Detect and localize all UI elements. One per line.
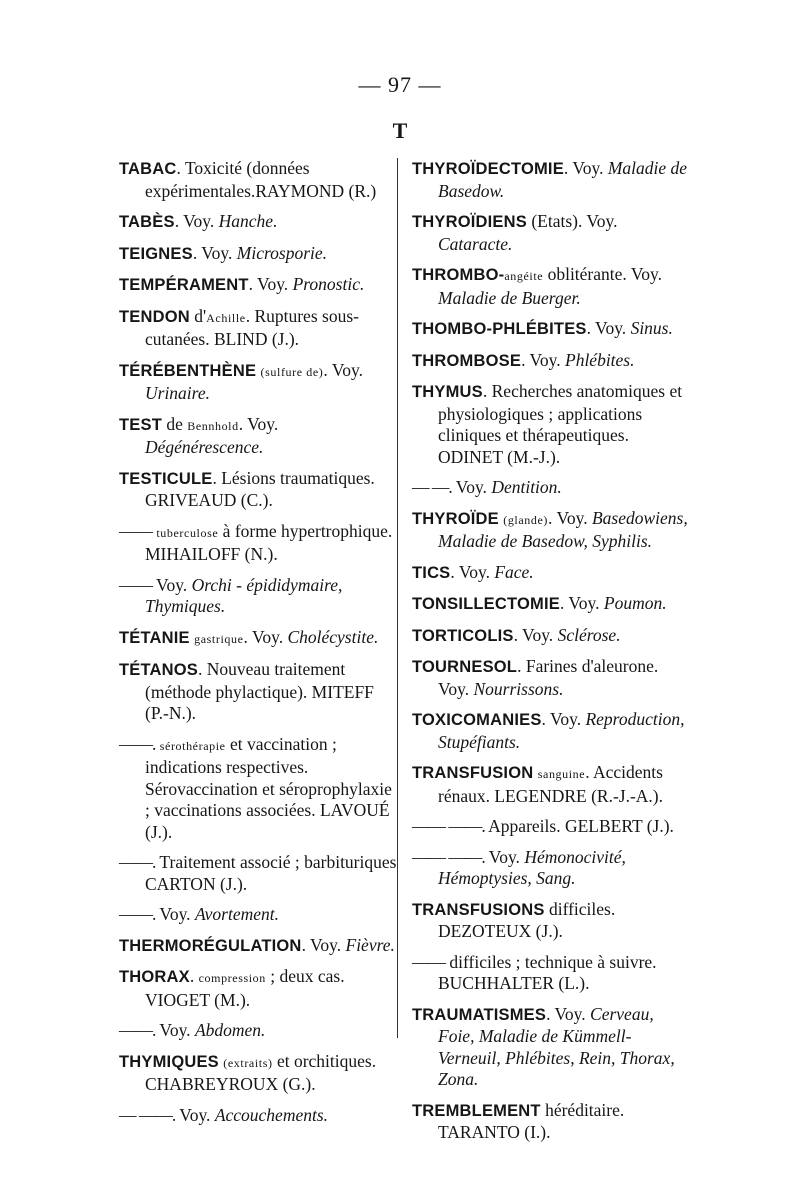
- entry-tendon: [119, 306, 397, 351]
- entry-testicule: [119, 468, 397, 512]
- entry-reference: Sinus.: [630, 318, 673, 338]
- entry-tetanos-voy: [119, 904, 397, 926]
- entry-reference: Maladie de Basedow.: [438, 158, 688, 201]
- entry-text: difficiles. DEZOTEUX (J.).: [438, 898, 616, 941]
- repeat-dash: —— ——.: [412, 816, 485, 836]
- entry-text: . Accidents rénaux. LEGENDRE (R.-J.-A.).: [438, 762, 664, 806]
- entry-reference: Fièvre.: [345, 934, 395, 955]
- entry-thombo-phlebites: [412, 318, 690, 341]
- entry-tetanos-traitement: [119, 852, 397, 895]
- entry-reference: Dégénérescence.: [145, 437, 264, 457]
- repeat-dash: —— ——.: [412, 846, 485, 867]
- entry-text: . Voy.: [243, 626, 288, 647]
- entry-smallcaps: (sulfure de): [260, 364, 324, 379]
- entry-tetanos-serotherapie: [119, 734, 397, 844]
- entry-reference: Hanche.: [218, 211, 278, 231]
- entry-reference: Face.: [494, 561, 534, 582]
- entry-text: Voy.: [155, 1020, 195, 1040]
- entry-keyword: THYMIQUES: [119, 1052, 219, 1071]
- entry-text: . Voy.: [546, 1003, 591, 1024]
- entry-tics: [412, 562, 690, 585]
- entry-text: . Voy.: [559, 593, 604, 613]
- repeat-dash: ——: [119, 574, 152, 595]
- entry-text: Voy.: [152, 574, 192, 595]
- entry-keyword: TONSILLECTOMIE: [412, 595, 560, 613]
- entry-tetanie: [119, 627, 397, 651]
- entry-thrombo-angeite: [412, 264, 690, 309]
- entry-text: . Voy.: [541, 709, 586, 729]
- page-number: — 97 —: [358, 72, 442, 97]
- entry-keyword: TORTICOLIS: [412, 626, 514, 645]
- entry-text: . Voy.: [450, 561, 495, 582]
- entry-keyword: TEMPÉRAMENT: [119, 276, 249, 294]
- repeat-dash: ——: [119, 520, 152, 541]
- entry-keyword: THYMUS: [412, 383, 483, 401]
- entry-text: Traitement associé ; barbituriques CARTON (J.).: [145, 852, 397, 894]
- entry-smallcaps: gastrique: [194, 631, 244, 646]
- entry-transfusions-technique: [412, 952, 690, 995]
- entry-keyword: TABÈS: [119, 213, 175, 231]
- entry-reference: Hémonocivité, Hémoptysies, Sang.: [438, 846, 626, 888]
- entry-text: . Voy.: [301, 934, 346, 955]
- entry-text: . Nouveau traitement (méthode phylactique). MITEFF (P.-N.).: [145, 659, 374, 723]
- repeat-dash: ——.: [119, 733, 156, 754]
- entry-transfusion-appareils: [412, 816, 690, 838]
- entry-keyword: TREMBLEMENT: [412, 1101, 541, 1120]
- entry-smallcaps: sérothérapie: [159, 738, 226, 753]
- entry-smallcaps: Bennhold: [187, 418, 239, 433]
- entry-reference: Reproduction, Stupéfiants.: [438, 709, 685, 752]
- entry-text: . Voy.: [521, 349, 565, 370]
- entry-tabac: [119, 158, 397, 202]
- entry-smallcaps: sanguine: [537, 767, 586, 781]
- entry-keyword: TENDON: [119, 307, 190, 326]
- entry-reference: Cataracte.: [438, 233, 513, 254]
- entry-keyword: TÉTANOS: [119, 661, 199, 679]
- entry-text: . Voy.: [548, 507, 592, 528]
- column-divider: [397, 158, 398, 1038]
- entry-text: . Lésions traumatiques. GRIVEAUD (C.).: [145, 467, 375, 510]
- entry-keyword: TABAC: [119, 160, 177, 178]
- entry-thorax: [119, 966, 397, 1011]
- entry-author: RAYMOND (R.): [255, 180, 377, 201]
- entry-keyword: THYROÏDIENS: [412, 213, 527, 231]
- entry-keyword: TICS: [412, 563, 451, 582]
- entry-reference: Cerveau, Foie, Maladie de Kümmell-Verneuil, Phlébites, Rein, Thorax, Zona.: [438, 1003, 675, 1089]
- entry-text: . Voy.: [238, 413, 279, 434]
- entry-keyword: TRANSFUSION: [412, 764, 534, 782]
- entry-tournesol: [412, 656, 690, 700]
- repeat-dash: ——: [412, 951, 445, 972]
- entry-text: Voy.: [451, 477, 492, 497]
- entry-reference: Basedowiens, Maladie de Basedow, Syphilis.: [438, 507, 688, 551]
- entry-reference: Microsporie.: [236, 242, 328, 263]
- entry-smallcaps: compression: [198, 971, 266, 985]
- entry-keyword: TOURNESOL: [412, 658, 518, 676]
- entry-keyword: THOMBO-PHLÉBITES: [412, 320, 587, 338]
- entry-tetanos: [119, 659, 397, 725]
- entry-text: héréditaire. TARANTO (I.).: [438, 1099, 625, 1142]
- entry-text: . Voy.: [513, 624, 558, 645]
- entry-text: .: [189, 966, 199, 986]
- entry-text: de: [161, 413, 188, 434]
- entry-keyword: TESTICULE: [119, 469, 213, 488]
- entry-toxicomanies: [412, 709, 690, 753]
- right-column: [412, 158, 690, 1153]
- entry-reference: Sclérose.: [557, 624, 621, 645]
- repeat-dash: — —.: [412, 477, 452, 497]
- entry-thymiques-voy: [119, 1105, 397, 1127]
- entry-tonsillectomie: [412, 593, 690, 616]
- entry-smallcaps: angéite: [504, 269, 544, 283]
- entry-test: [119, 414, 397, 459]
- repeat-dash: ——.: [119, 904, 156, 924]
- entry-reference: Cholécystite.: [287, 626, 379, 647]
- entry-text: difficiles ; technique à suivre. BUCHHALTER (L.).: [438, 951, 657, 993]
- entry-keyword: TÉRÉBENTHÈNE: [119, 361, 257, 380]
- entry-text: . Toxicité (données expérimentales.: [145, 158, 310, 201]
- entry-text: . Voy.: [174, 211, 219, 231]
- entry-text: Voy.: [155, 904, 195, 924]
- entry-thyroidectomie: [412, 158, 690, 202]
- entry-text: . Ruptures sous-cutanées. BLIND (J.).: [145, 305, 359, 349]
- entry-text: . Voy.: [248, 274, 293, 294]
- entry-reference: Pronostic.: [292, 274, 365, 294]
- entry-text: . Voy.: [586, 318, 631, 338]
- entry-keyword: THERMORÉGULATION: [119, 936, 302, 955]
- repeat-dash: ——.: [119, 852, 156, 872]
- entry-traumatismes: [412, 1004, 690, 1091]
- entry-smallcaps: tuberculose: [156, 525, 219, 540]
- repeat-dash: — ——.: [119, 1104, 176, 1125]
- entry-text: . Voy.: [323, 359, 363, 380]
- left-column: [119, 158, 397, 1135]
- entry-terebenthene: [119, 360, 397, 405]
- entry-thyroide: [412, 508, 690, 553]
- entry-keyword: THROMBOSE: [412, 351, 522, 370]
- entry-thymiques: [119, 1051, 397, 1096]
- entry-reference: Nourrissons.: [473, 678, 564, 699]
- entry-text: . Recherches anatomiques et physiologiques ; applications cliniques et thérapeutiques. ODINET (M.-J.).: [438, 381, 683, 467]
- entry-thermoregulation: [119, 935, 397, 958]
- entry-tabes: [119, 211, 397, 234]
- entry-smallcaps: (glande): [503, 512, 549, 527]
- entry-transfusion: [412, 762, 690, 807]
- entry-keyword: THYROÏDECTOMIE: [412, 160, 564, 178]
- entry-text: (Etats). Voy.: [526, 211, 618, 231]
- entry-keyword: TEIGNES: [119, 244, 193, 263]
- entry-temperament: [119, 274, 397, 297]
- entry-smallcaps: Achille: [206, 310, 246, 325]
- entry-text: Voy.: [484, 846, 525, 867]
- entry-text: à forme hypertrophique. MIHAILOFF (N.).: [145, 520, 393, 564]
- entry-text: . Voy.: [192, 242, 237, 263]
- entry-reference: Dentition.: [491, 477, 562, 497]
- entry-text: d': [189, 305, 207, 326]
- entry-smallcaps: (extraits): [223, 1055, 273, 1070]
- entry-transfusions: [412, 899, 690, 943]
- section-letter: T: [392, 118, 408, 143]
- entry-keyword: TÉTANIE: [119, 628, 190, 647]
- entry-keyword: TOXICOMANIES: [412, 711, 542, 729]
- entry-text: ; deux cas. VIOGET (M.).: [145, 966, 345, 1010]
- entry-text: et orchitiques. CHABREYROUX (G.).: [145, 1050, 377, 1094]
- entry-reference: Poumon.: [603, 593, 667, 613]
- entry-keyword: THROMBO-: [412, 266, 505, 284]
- entry-text: Voy.: [175, 1104, 215, 1125]
- entry-testicule-tuberculose: [119, 521, 397, 566]
- entry-keyword: THYROÏDE: [412, 509, 499, 528]
- entry-reference: Avortement.: [194, 904, 280, 924]
- entry-transfusion-voy: [412, 847, 690, 890]
- entry-teignes: [119, 243, 397, 266]
- entry-keyword: TEST: [119, 415, 162, 434]
- entry-thymus: [412, 381, 690, 468]
- repeat-dash: ——.: [119, 1020, 156, 1040]
- entry-testicule-voy: [119, 575, 397, 618]
- entry-keyword: TRAUMATISMES: [412, 1005, 547, 1024]
- entry-text: . Farines d'aleurone. Voy.: [438, 656, 659, 699]
- entry-keyword: THORAX: [119, 968, 190, 986]
- entry-reference: Orchi - épididymaire, Thymiques.: [145, 574, 343, 616]
- entry-reference: Urinaire.: [145, 383, 210, 403]
- entry-text: et vaccination ; indications respectives. Sérovaccination et séroprophylaxie ; vaccinations associées. LAVOUÉ (J.).: [145, 733, 392, 842]
- entry-text: Appareils. GELBERT (J.).: [484, 816, 674, 836]
- entry-thrombose: [412, 350, 690, 373]
- entry-torticolis: [412, 625, 690, 648]
- entry-reference: Abdomen.: [194, 1020, 266, 1040]
- entry-tremblement: [412, 1100, 690, 1144]
- entry-reference: Phlébites.: [565, 349, 635, 370]
- entry-keyword: TRANSFUSIONS: [412, 900, 545, 919]
- entry-thorax-voy: [119, 1020, 397, 1042]
- entry-text: . Voy.: [563, 158, 608, 178]
- entry-thymus-voy: [412, 477, 690, 499]
- entry-reference: Maladie de Buerger.: [438, 287, 581, 308]
- entry-reference: Accouchements.: [214, 1104, 329, 1125]
- entry-text: oblitérante. Voy.: [543, 264, 662, 284]
- entry-thyroidiens: [412, 211, 690, 255]
